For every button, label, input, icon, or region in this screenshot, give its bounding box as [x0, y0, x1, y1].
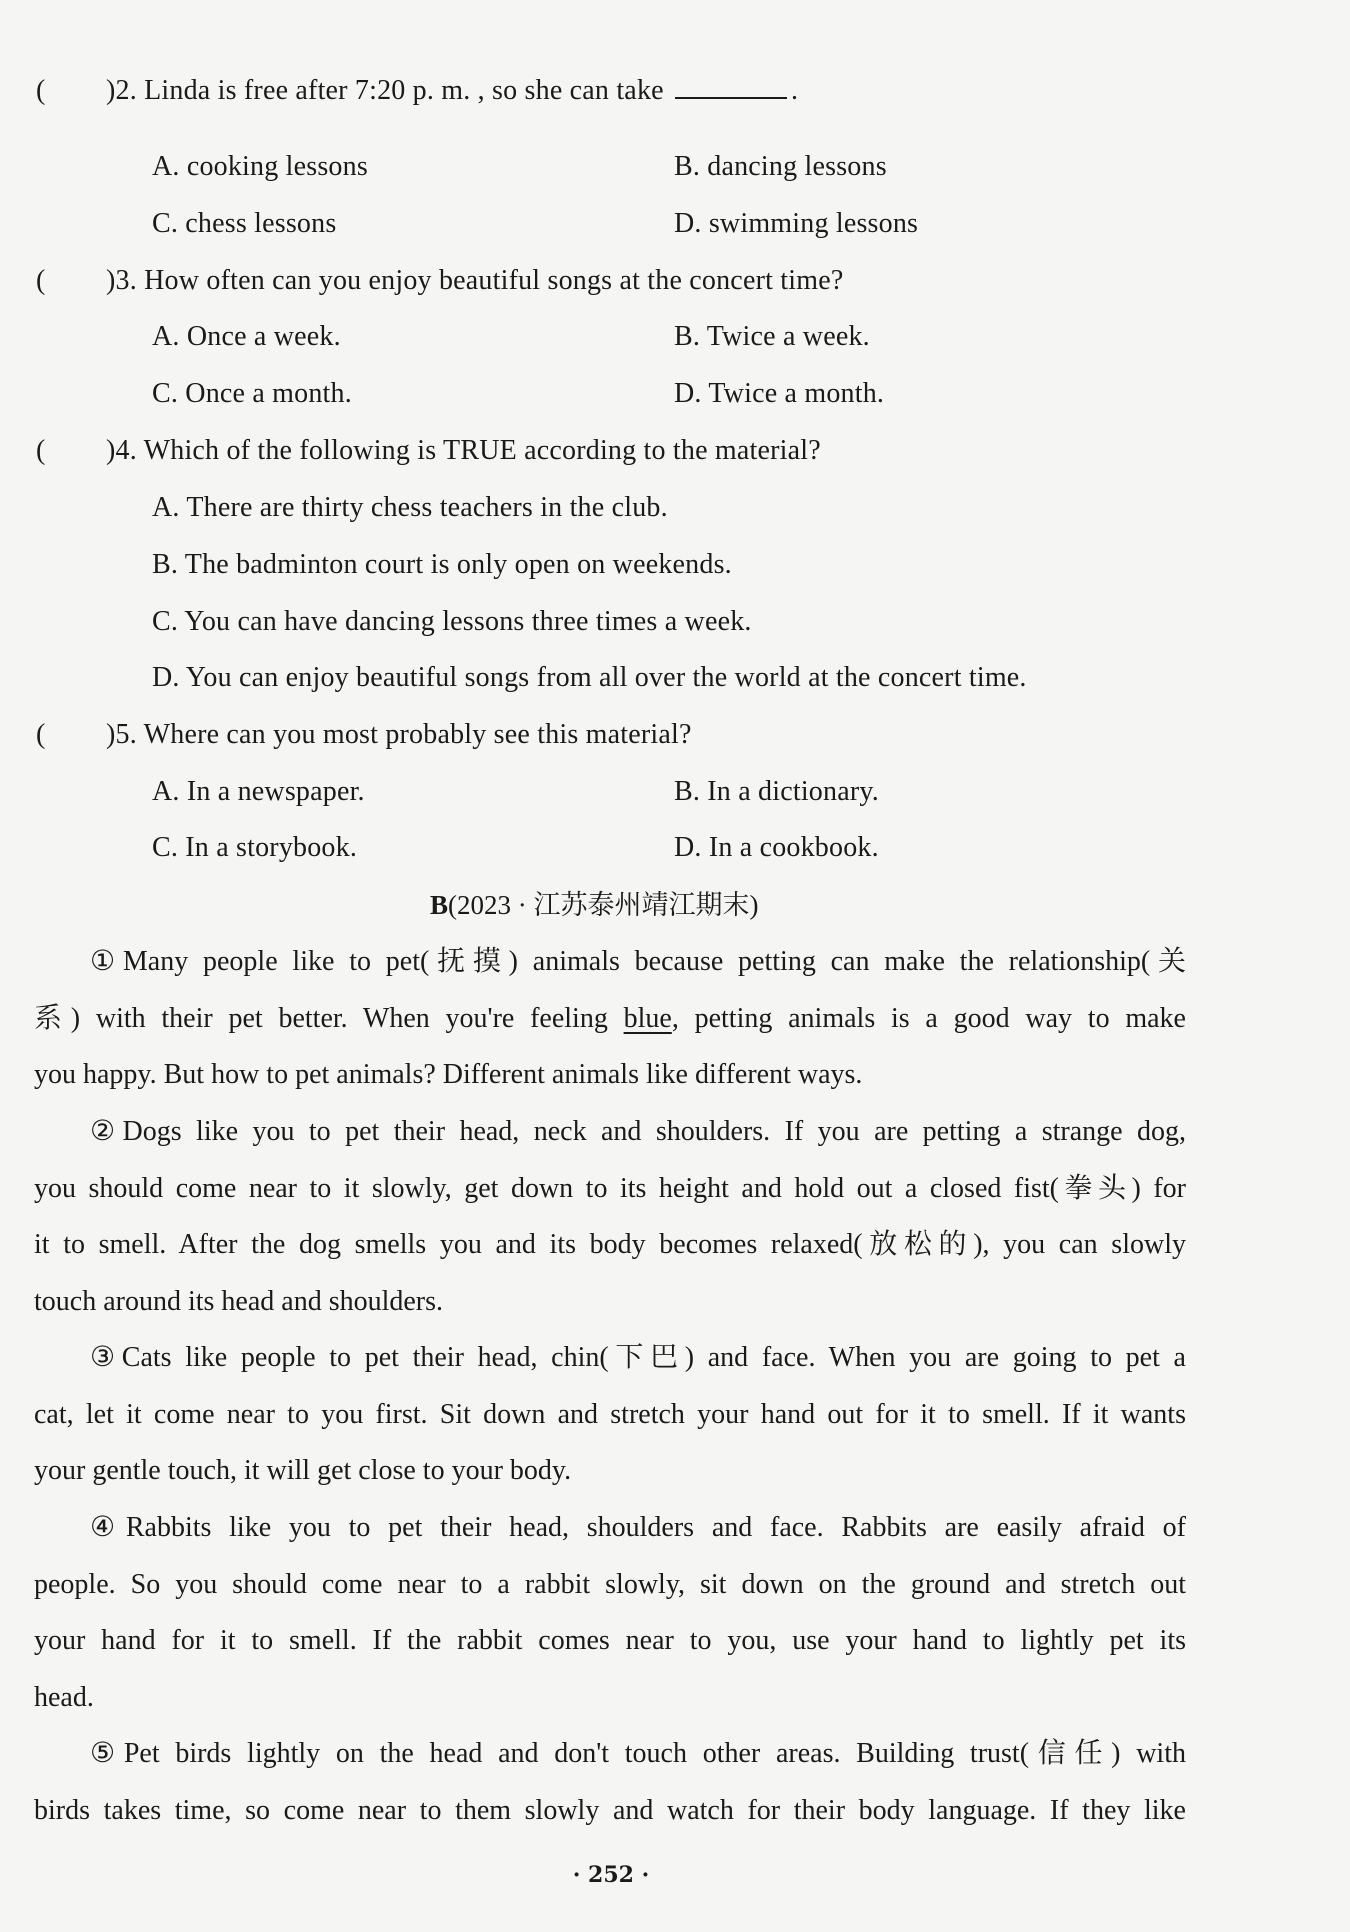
- question-5-stem: )5. Where can you most probably see this material?: [106, 719, 692, 750]
- option-2c[interactable]: C. chess lessons: [152, 208, 337, 239]
- passage-line: ①Many people like to pet(抚摸) animals because petting can make the relationship(关: [90, 946, 1186, 977]
- question-2-text: )2. Linda is free after 7:20 p. m. , so she can take: [106, 75, 664, 106]
- option-4c[interactable]: C. You can have dancing lessons three times a week.: [152, 606, 752, 637]
- passage-paragraph-1: [34, 934, 1186, 1104]
- section-title: [430, 888, 759, 922]
- passage-text: , petting animals is a good way to make: [671, 1002, 1186, 1034]
- option-3c[interactable]: C. Once a month.: [152, 378, 352, 409]
- passage-line: [34, 991, 1186, 1048]
- passage-line: you should come near to it slowly, get down to its height and hold out a closed fist(拳头) for: [34, 1172, 1186, 1204]
- question-2-stem: [106, 74, 798, 108]
- option-4b[interactable]: B. The badminton court is only open on weekends.: [152, 549, 732, 580]
- option-4d[interactable]: D. You can enjoy beautiful songs from all over the world at the concert time.: [152, 662, 1027, 693]
- passage-line: ⑤Pet birds lightly on the head and don't touch other areas. Building trust(信任) with: [90, 1738, 1186, 1769]
- option-4a[interactable]: A. There are thirty chess teachers in the club.: [152, 492, 668, 523]
- option-2d[interactable]: D. swimming lessons: [674, 208, 919, 239]
- question-4-stem: )4. Which of the following is TRUE according to the material?: [106, 435, 821, 466]
- answer-paren-q3[interactable]: (: [36, 265, 46, 296]
- passage-line: you happy. But how to pet animals? Different animals like different ways.: [34, 1059, 863, 1090]
- answer-paren-q4[interactable]: (: [36, 435, 46, 466]
- option-3a[interactable]: A. Once a week.: [152, 321, 341, 352]
- passage-paragraph-2: [34, 1104, 1186, 1330]
- passage-line: head.: [34, 1681, 94, 1713]
- option-3b[interactable]: B. Twice a week.: [674, 321, 870, 352]
- option-5d[interactable]: D. In a cookbook.: [674, 832, 879, 863]
- answer-blank[interactable]: [675, 75, 787, 99]
- passage-line: ④Rabbits like you to pet their head, shoulders and face. Rabbits are easily afraid of: [90, 1512, 1186, 1543]
- option-2a[interactable]: A. cooking lessons: [152, 151, 368, 182]
- option-5b[interactable]: B. In a dictionary.: [674, 776, 879, 807]
- page-number: · 252 ·: [572, 1862, 650, 1888]
- section-source: (2023 · 江苏泰州靖江期末): [448, 890, 759, 920]
- answer-paren-q2[interactable]: (: [36, 75, 46, 106]
- question-2-period: .: [790, 75, 799, 106]
- passage-line: cat, let it come near to you first. Sit down and stretch your hand out for it to smell. If it wants: [34, 1398, 1186, 1430]
- passage-paragraph-3: [34, 1330, 1186, 1500]
- option-5a[interactable]: A. In a newspaper.: [152, 776, 365, 807]
- passage-line: touch around its head and shoulders.: [34, 1285, 444, 1317]
- option-5c[interactable]: C. In a storybook.: [152, 832, 358, 863]
- passage-line: it to smell. After the dog smells you and its body becomes relaxed(放松的), you can slowly: [34, 1229, 1186, 1260]
- section-letter: B: [430, 890, 449, 920]
- passage-text: 系) with their pet better. When you're feeling: [34, 1002, 624, 1034]
- passage-line: birds takes time, so come near to them slowly and watch for their body language. If they like: [34, 1794, 1186, 1826]
- answer-paren-q5[interactable]: (: [36, 719, 46, 750]
- question-3-stem: )3. How often can you enjoy beautiful songs at the concert time?: [106, 265, 844, 296]
- passage-line: ②Dogs like you to pet their head, neck and shoulders. If you are petting a strange dog,: [90, 1116, 1186, 1147]
- passage-line: your gentle touch, it will get close to your body.: [34, 1455, 572, 1486]
- underlined-word: blue: [623, 1002, 672, 1034]
- passage-line: people. So you should come near to a rabbit slowly, sit down on the ground and stretch out: [34, 1568, 1186, 1600]
- passage-paragraph-4: [34, 1500, 1186, 1726]
- passage-line: your hand for it to smell. If the rabbit comes near to you, use your hand to lightly pet its: [34, 1625, 1186, 1656]
- option-3d[interactable]: D. Twice a month.: [674, 378, 885, 409]
- option-2b[interactable]: B. dancing lessons: [674, 151, 887, 182]
- passage-paragraph-5: [34, 1726, 1186, 1839]
- passage-line: ③Cats like people to pet their head, chin(下巴) and face. When you are going to pet a: [90, 1342, 1186, 1373]
